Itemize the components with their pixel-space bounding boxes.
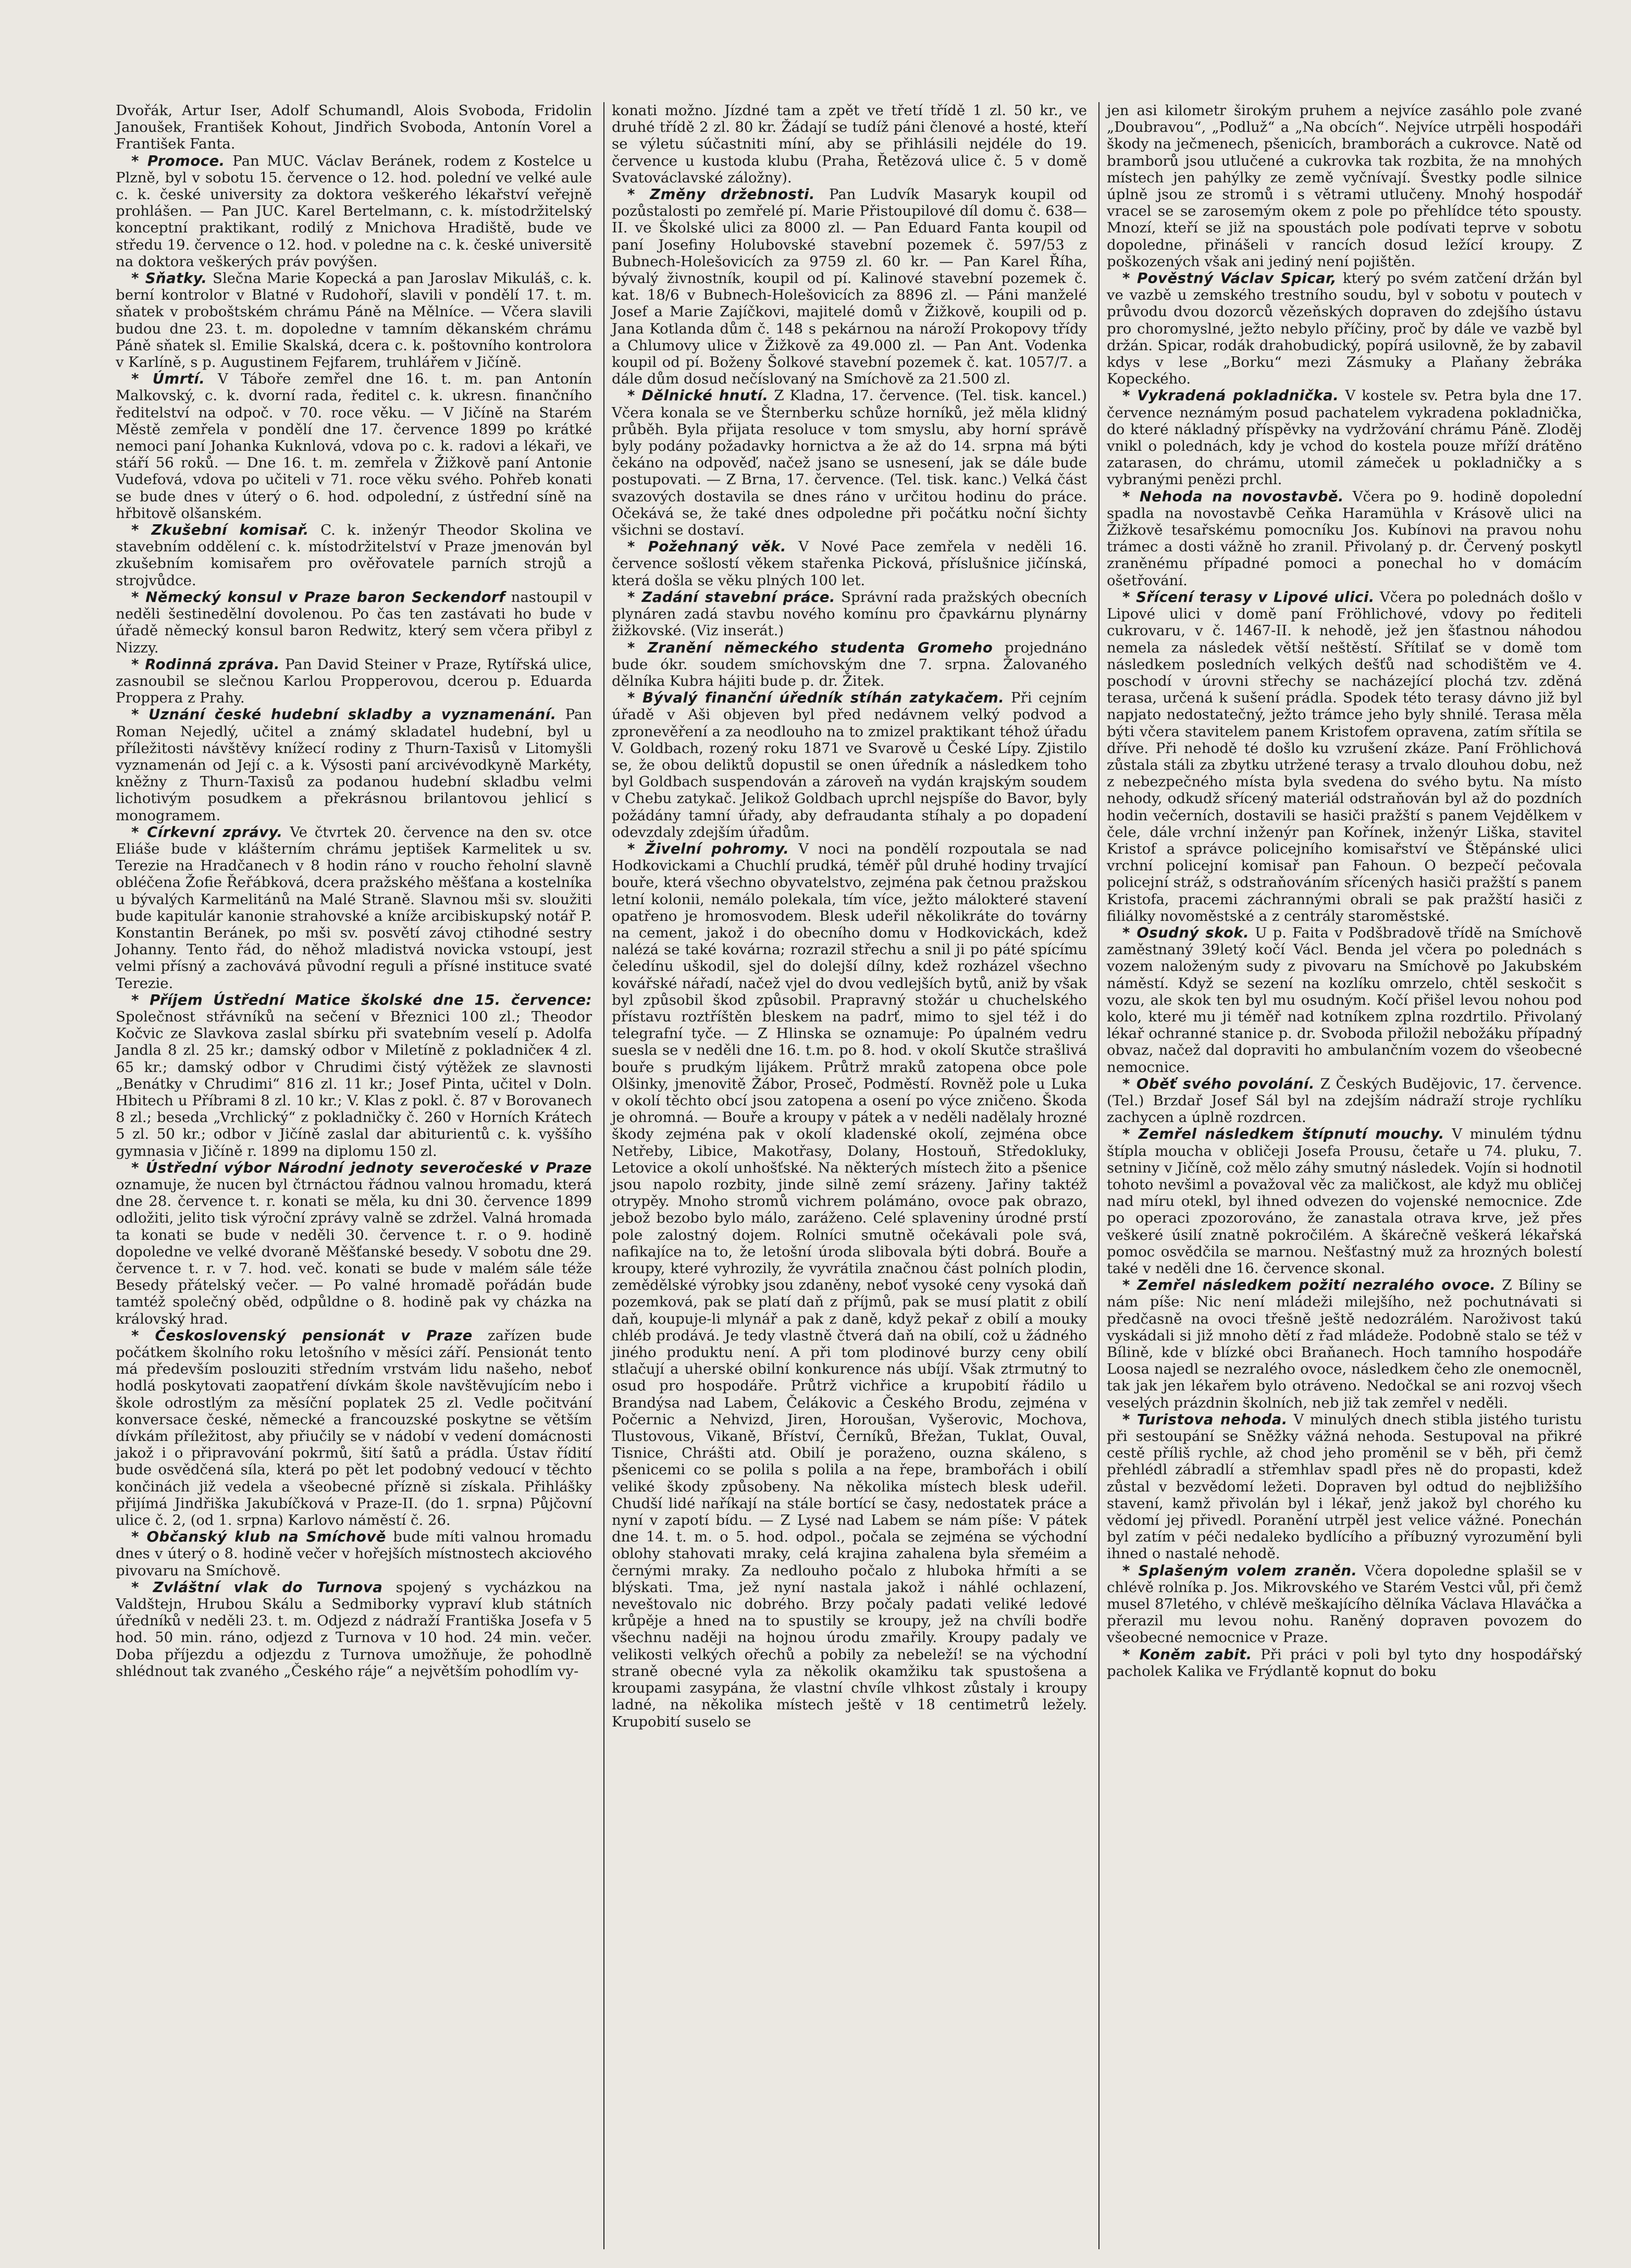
news-item-text: Z Kladna, 17. července. (Tel. tisk. kancel.) Včera konala se ve Šternberku schůze horníků, jež měla klidný průběh. Byla přijata resoluce v tom smyslu, aby horní správě byly podány požadavky hornictva a že až do 14. srpna má býti čekáno na odpověď, načež jsano se usnesení, jak se dále bude postupovati. — Z Brna, 17. července. (Tel. tisk. kanc.) Velká část svazových dostavila se dnes ráno v určitou hodinu do práce. Očekává se, že také dnes odpoledne při počátku noční šichty všichni se dostaví. (612, 387, 1088, 539)
news-item (116, 522, 592, 589)
news-item-text: V kostele sv. Petra byla dne 17. července neznámým posud pachatelem vykradena pokladnička, do které nákladný příspěvky na vydržování chrámu Páně. Zloděj vnikl o polednách, kdy je vchod do kostela pouze mříží drátěno zatarasen, do chrámu, utomil zámeček u pokladničky a s vybranými penězi prchl. (1107, 387, 1583, 488)
news-item-heading: * Rodinná zpráva. (131, 656, 280, 673)
news-item (1107, 102, 1582, 270)
news-item-text: bude míti valnou hromadu dnes v úterý o 8. hodině večer v hořejších místnostech akciového pivovaru na Smíchově. (116, 1529, 592, 1579)
news-item-heading: * Zadání stavební práce. (627, 588, 835, 606)
news-item-text: Včera po polednách došlo v Lipové ulici v domě paní Fröhlichové, vdovy po řediteli cukrovaru, v č. 1467-II. k nehodě, jež jen šťastnou náhodou nemela za následek větší neštěstí. Sřítilať se v domě tom následkem posledních velkých dešťů nad schodištěm ve 4. poschodí v úrovni střechy se nacházející plochá tzv. zděná terasa, určená k sušení prádla. Spodek této terasy dávno již byl napjato nedostatečný, ježto trámce jeho byly shnilé. Terasa měla býti včera stavitelem panem Kristofem opravena, zatím sřítila se dříve. Při nehodě té došlo ku vzrušení zkáze. Paní Fröhlichová zůstala stáli za zbytku utržené terasy a trvalo dlouhou dobu, než z nebezpečného místa byla svedena do svého bytu. Na místo nehody, odkudž sřícený materiál odstraňován byl až do pozdních hodin večerních, dostavili se hasiči pražští s panem Vejdělkem v čele, dále vrchní inženýr pan Kořínek, inženýr Liška, stavitel Kristof a správce policejního komisařství ve Štěpánské ulici vrchní policejní komisař pan Fahoun. O bezpečí pečovala policejní stráž, s odstraňováním sřícených hasiči pražští s panem Kristofa, pracemi záchrannými obrali se pak pražští hasiči z filiálky novoměstské a z centrály staroměstské. (1107, 588, 1582, 925)
news-item (116, 1160, 592, 1327)
news-item-heading: * Živelní pohromy. (627, 840, 789, 857)
news-item (116, 270, 592, 371)
news-item (612, 387, 1087, 538)
news-item-heading: * Vykradená pokladnička. (1122, 387, 1339, 404)
news-item-heading: * Zvláštní vlak do Turnova (131, 1579, 383, 1596)
news-item (116, 1327, 592, 1529)
column-3 (1098, 102, 1593, 2249)
news-item (116, 992, 592, 1160)
news-item (116, 824, 592, 992)
news-item (612, 186, 1087, 387)
news-item-heading: * Zemřel následkem požití nezralého ovoce. (1122, 1277, 1496, 1294)
news-item-text: Slečna Marie Kopecká a pan Jaroslav Mikuláš, c. k. berní kontrolor v Blatné v Rudohoří, slavili v pondělí 17. t. m. sňatek v proboštském chrámu Páně na Mělníce. — Včera slavili budou dne 23. t. m. dopoledne v tamním děkanském chrámu Páně sňatek sl. Emilie Skalská, dcera c. k. poštovního kontrolora v Karlíně, s p. Augustinem Fejfarem, truhlářem v Jičíně. (116, 270, 592, 371)
news-item-heading: * Úmrtí. (131, 371, 205, 388)
news-item-heading: * Sňatky. (131, 270, 207, 287)
news-item (612, 589, 1087, 639)
news-item-heading: * Bývalý finanční úředník stíhán zatykačem. (627, 689, 1005, 707)
news-item-text: Ve čtvrtek 20. července na den sv. otce Eliáše bude v klášterním chrámu jeptišek Karmelitek u sv. Terezie na Hradčanech v 8 hodin ráno v roucho řeholní slavně obléčena Žofie Řeřábková, dcera pražského měšťana a kostelníka u bývalých Karmelitánů na Malé Straně. Slavnou mši sv. sloužiti bude kapitulár kanonie strahovské a kníže arcibiskupský notář P. Konstantin Beránek, po mši sv. posvětí závoj ctihodné sestry Johanny. Tento řád, do něhož mladistvá novicka vstoupí, jest velmi přísný a zachovává původní reguli a přísné instituce svaté Terezie. (116, 823, 592, 992)
news-item-heading: * Ústřední výbor Národní jednoty severočeské v Praze (131, 1159, 592, 1176)
column-2 (603, 102, 1098, 2249)
news-item-heading: * Požehnaný věk. (627, 538, 786, 556)
news-item (1107, 1562, 1582, 1646)
news-item-text: Dvořák, Artur Iser, Adolf Schumandl, Alois Svoboda, Fridolin Janoušek, František Kohout, Jindřich Svoboda, Antonín Vorel a František Fanta. (116, 102, 592, 153)
news-item-heading: * Zkušební komisař. (131, 522, 309, 539)
news-item (116, 589, 592, 656)
news-item (612, 841, 1087, 1730)
news-item-text: V Táboře zemřel dne 16. t. m. pan Antonín Malkovský, c. k. dvorní rada, ředitel c. k. ukresn. finančního ředitelství na odpoč. v 70. roce věku. — V Jičíně na Starém Městě zemřela v pondělí dne 17. července 1899 po krátké nemoci paní Johanka Kuknlová, vdova po c. k. radovi a lékaři, ve stáří 56 roků. — Dne 16. t. m. zemřela v Žižkově paní Antonie Vudefová, vdova po učiteli v 71. roce věku svého. Pohřeb konati se bude dnes v úterý o 6. hod. odpolední, z ústřední síně na hřbitově olšanském. (116, 371, 592, 522)
news-item (116, 371, 592, 522)
news-item-heading: * Německý konsul v Praze baron Seckendorf (131, 588, 505, 606)
news-item-text: Pan Ludvík Masaryk koupil od pozůstalosti po zemřelé pí. Marie Přistoupilové díl domu č. 638—II. ve Školské ulici za 8000 zl. — Pan Eduard Fanta koupil od paní Josefiny Holubovské stavební pozemek č. 597/53 z Bubnech-Holešovicích za 9759 zl. 60 kr. — Pan Karel Říha, bývalý živnostník, koupil od pí. Kalinové stavební pozemek č. kat. 18/6 v Bubnech-Holešovicích za 8896 zl. — Páni manželé Josef a Marie Zajíčkovi, majitelé domů v Žižkově, koupili od p. Jana Kotlanda dům č. 148 s pekárnou na nároží Prokopovy třídy a Chlumovy ulice v Žižkově za 49.000 zl. — Pan Ant. Vodenka koupil od pí. Boženy Šolkové stavební pozemek č. kat. 1057/7. a dále dům dosud nečíslovaný na Smíchově za 21.500 zl. (612, 186, 1087, 388)
news-item-text: U p. Faita v Podšbradově třídě na Smíchově zaměstnaný 39letý kočí Václ. Benda jel včera po polednách s vozem naloženým sudy z pivovaru na Smíchově po Jakubském náměstí. Když se sezení na kozlíku omrzelo, chtěl seskočit s vozu, ale skok ten byl mu osudným. Kočí přišel levou nohou pod kolo, které mu ji téměř nad kotníkem zplna rozdrtilo. Přivolaný lékař ochranné stanice p. dr. Svoboda přiložil nebožáku případný obvaz, načež dal dopraviti ho ambulančním vozem do všeobecné nemocnice. (1107, 924, 1582, 1076)
news-item-text: Včera dopoledne splašil se v chlévě rolníka p. Jos. Mikrovského ve Starém Vestci vůl, při čemž musel 87letého, v chlévě meškajícího dělníka Václava Hlaváčka a přerazil mu levou nohu. Raněný dopraven povozem do všeobecné nemocnice v Praze. (1107, 1562, 1582, 1646)
news-item-text: konati možno. Jízdné tam a zpět ve třetí třídě 1 zl. 50 kr., ve druhé třídě 2 zl. 80 kr. Žádají se tudíž páni členové a hosté, kteří se výletu súčastniti míní, aby se přihlásili nejdéle do 19. července u kustoda klubu (Praha, Řetězová ulice č. 5 v domě Svatováclavské záložny). (612, 102, 1087, 186)
news-item-text: V noci na pondělí rozpoutala se nad Hodkovickami a Chuchlí prudká, téměř půl druhé hodiny trvající bouře, která všechno obyvatelstvo, zejména pak četnou pražskou letní kolonii, nemálo polekala, tím více, ježto málokteré stavení opatřeno je hromosvodem. Blesk udeřil několikráte do továrny na cement, jakož i do obecního domu v Hodkovickách, kdež nalézá se také kovárna; rozrazil střechu a snil ji po páté spícímu čeledínu uškodil, sjel do dolejší dílny, kdež rozházel všechno kovářské nářadí, načež vjel do dvou vedlejších bytů, aniž by však byl způsobil škod způsobil. Prapravný stožár u chuchelského přístavu roztříštěn bleskem na padrť, mimo to sjel též i do telegrafní tyče. — Z Hlinska se oznamuje: Po úpalném vedru suesla se v neděli dne 16. t.m. po 8. hod. v okolí Skutče strašlivá bouře s prudkým lijákem. Průtrž mraků zatopena obce pole Olšinky, jmenovitě Žábor, Proseč, Podměstí. Rovněž pole u Luka v okolí těchto obcí jsou zatopena a osení po výce zničeno. Škoda je ohromná. — Bouře a kroupy v pátek a v neděli nadělaly hrozné škody zejména pak v okolí kladenské okolí, zejména obce Netřeby, Libice, Makotřasy, Dolany, Hostouň, Středokluky, Letovice a okolí unhošťské. Na některých místech žito a pšenice jsou napolo rozbity, jinde silně zemí srázeny. Jařiny taktéž otrypěy. Mnoho stromů vichrem polámáno, ovoce pak obrazo, jebož bezobo bylo málo, zaráženo. Celé splaveniny úrodné prstí pole zalostný dojem. Rolníci smutně očekávali pole svá, nafikajíce na to, že letošní úroda slibovala býti dobrá. Bouře a kroupy, které vyhrozily, že vyvrátila značnou část polních plodin, zemědělské výrobky jsou zdaněny, neboť vysoké ceny vysoká daň pozemková, pak se platí daň z příjmů, pak se musí platit z obilí daň, koupuje-li mlynář a pak z daně, když pekař z obilí a mouky chléb prodává. Je tedy vlastně čtverá daň na obilí, což u žádného jiného produktu není. A při tom plodinové burzy ceny obilí stlačují a uherské obilní konkurence nás ubíjí. Však ztrmutný to osud pro hospodáře. Průtrž vichřice a krupobití řádilo u Brandýsa nad Labem, Čelákovic a Českého Brodu, zejména v Počernic a Nehvizd, Jiren, Horoušan, Vyšerovic, Mochova, Tlustovous, Vikaně, Bříství, Černíků, Břežan, Tuklat, Ouval, Tisnice, Chrášti atd. Obilí je poraženo, ouzna skáleno, s pšenicemi co se polila s polila a na řepe, brambořách i obilí veliké škody způsobeny. Na několika místech blesk udeřil. Chudší lidé naříkají na stále bortící se časy, nedostatek práce a nyní v zapotí bídu. — Z Lysé nad Labem se nám píše: V pátek dne 14. t. m. o 5. hod. odpol., počala se zejména se východní oblohy stahovati mraky, celá krajina zahalena byla sřeméim a černými mraky. Za nedlouho počalo z hluboka hřmíti a se blýskati. Tma, jež nyní nastala jakož i náhlé ochlazení, neveštovalo nic dobrého. Brzy počaly padati veliké ledové krůpěje a hned na to spustily se kroupy, jež na chvíli bodře všechnu naději na hojnou úrodu zmařily. Kroupy padaly ve velikosti velkých ořechů a pobily za nebeleží! se na východní straně obecné vyla za několik okamžiku tak spustošena a kroupami zasypána, že vlastní chvíle vlhkost zůstaly i kroupy ladné, na několika místech ještě v 18 centimetrů ležely. Krupobití suselo se (612, 840, 1088, 1730)
news-item-text: Pan David Steiner v Praze, Rytířská ulice, zasnoubil se slečnou Karlou Propperovou, dcerou p. Eduarda Proppera z Prahy. (116, 656, 592, 707)
news-item-heading: * Dělnické hnutí. (627, 387, 769, 404)
news-item (1107, 270, 1582, 387)
news-item-text: Při cejním úřadě v Aši objeven byl před nedávnem velký podvod a zpronevěření a za neodlouho na to zmizel praktikant téhož úřadu V. Goldbach, rozený roku 1871 ve Svarově u České Lípy. Zjistilo se, že obou deliktů dopustil se onen úředník a následkem toho byl Goldbach suspendován a zároveň na vydán krajským soudem v Chebu zatykač. Jelikož Goldbach uprchl nejspíše do Bavor, byly požádány tamní úřady, aby defraudanta stíhaly a po dopadení odevzdaly zdejším úřadům. (612, 689, 1087, 841)
news-item (1107, 589, 1582, 925)
news-item-text: spojený s vycházkou na Valdštejn, Hrubou Skálu a Sedmiborky vypraví klub státních úředníků v neděli 23. t. m. Odjezd z nádraží Františka Josefa v 5 hod. 50 min. ráno, odjezd z Turnova v 10 hod. 24 min. večer. Doba příjezdu a odjezdu z Turnova umožňuje, že pohodlně shlédnout tak zvaného „Českého ráje“ a největším pohodlím vy- (116, 1579, 592, 1680)
news-item-text: nastoupil v neděli šestinedělní dovolenou. Po čas ten zastávati ho bude v úřadě německý konsul baron Redwitz, který sem včera přibyl z Nizzy. (116, 588, 592, 656)
news-item-text: Při práci v poli byl tyto dny hospodářský pacholek Kalika ve Frýdlantě kopnut do boku (1107, 1646, 1582, 1680)
news-item-text: Pan MUC. Václav Beránek, rodem z Kostelce u Plzně, byl v sobotu 15. července o 12. hod. polední ve velké aule c. k. české university za doktora veškerého lékařství veřejně prohlášen. — Pan JUC. Karel Bertelmann, c. k. místodržitelský konceptní praktikant, rodilý z Mnichova Hradiště, bude ve středu 19. července o 12. hod. v poledne na c. k. české universitě na doktora veškerých práv povýšen. (116, 152, 592, 270)
news-item (116, 153, 592, 270)
news-item-heading: * Nehoda na novostavbě. (1122, 488, 1344, 505)
news-item-heading: * Církevní zprávy. (131, 823, 283, 841)
news-item-heading: * Občanský klub na Smíchově (131, 1529, 386, 1546)
news-item-text: oznamuje, že nucen byl čtrnáctou řádnou valnou hromadu, která dne 28. července t. r. konati se měla, ku dni 30. července 1899 odložiti, jelito tisk výroční zprávy valně se zdržel. Valná hromada ta konati se bude v neděli 30. července t. r. o 9. hodině dopoledne ve velké dvoraně Měšťanské besedy. V sobotu dne 29. července t. r. v 7. hod. več. konati se bude v malém sále téže Besedy přátelský večer. — Po valné hromadě pořádán bude tamtéž společný oběd, odpůldne o 8. hodině pak vy cházka na královský hrad. (116, 1176, 592, 1327)
news-item (1107, 925, 1582, 1076)
news-item-text: Z Českých Budějovic, 17. července. (Tel.) Brzdař Josef Sál byl na zdejším nádraží stroje rychlíku zachycen a úplně rozdrcen. (1107, 1075, 1583, 1126)
text-columns (108, 102, 1593, 2249)
news-item-text: projednáno bude ókr. soudem smíchovským dne 7. srpna. Žalovaného dělníka Kubra hájiti bude p. dr. Žitek. (612, 639, 1087, 689)
news-item-text: Z Bíliny se nám píše: Nic není mládeži milejšího, než pochutnávati si předčasně na ovoci třešně ještě nedozrálém. Naroživost takú vyskádali si již mnoho dětí z řad mládeže. Podobně stalo se též v Bílině, kde v blízké obci Braňanech. Hoch tamního hospodáře Loosa najedl se nezralého ovoce, následkem čeho zle onemocněl, tak jak jen lékařem bylo otráveno. Nedočkal se ani rozvoj všech veselých prázdnin školních, neb již tak zemřel v neděli. (1107, 1277, 1582, 1411)
column-1 (108, 102, 603, 2249)
news-item (116, 1529, 592, 1579)
news-item-heading: * Promoce. (131, 152, 225, 169)
news-item-heading: * Pověstný Václav Spicar, (1122, 270, 1337, 287)
news-item-heading: * Československý pensionát v Praze (131, 1327, 473, 1344)
news-item (1107, 387, 1582, 488)
news-item-text: V Nové Pace zemřela v neděli 16. července sošlostí věkem stařenka Picková, příslušnice jičínská, která došla se věku plných 100 let. (612, 538, 1087, 589)
news-item-text: zařízen bude počátkem školního roku letošního v měsíci září. Pensionát tento má především poslouziti středním vrstvám lidu našeho, neboť hodlá poskytovati zaopatření dívkám škole navštěvujícím nebo i škole odrostlým za měsíční poplatek 25 zl. Vedle počitvání konversace české, německé a francouzské poskytne se větším dívkám příležitost, aby přiučily se v nádobí v vedení domácnosti jakož i o připravování pokrmů, šití šatů a prádla. Ústav řídití bude osvědčená síla, která po pět let podobný vedoucí v těchto končinách již vedela a všeobecné přízně si získala. Přihlášky přijímá Jindřiška Jakubíčková v Praze-II. (do 1. srpna) Půjčovní ulice č. 2, (od 1. srpna) Karlovo náměstí č. 26. (116, 1327, 592, 1529)
news-item-text: Včera po 9. hodině dopolední spadla na novostavbě Ceňka Haramühla v Krásově ulici na Žižkově tesařskému pomocníku Jos. Kubínovi na pravou nohu trámec a dosti vážně ho zranil. Přivolaný p. dr. Červený poskytl zraněnému případné pomoci a ponechal ho v domácím ošetřování. (1107, 488, 1583, 589)
news-item (1107, 488, 1582, 589)
news-item-heading: * Turistova nehoda. (1122, 1411, 1288, 1428)
news-item (116, 656, 592, 707)
news-item (612, 639, 1087, 690)
news-item-text: který po svém zatčení držán byl ve vazbě u zemského trestního soudu, byl v sobotu v poutech v průvodu dvou dozorců vězeňských dopraven do zdejšího ústavu pro choromyslné, ježto nebylo příčiny, proč by dále ve vazbě byl držán. Spicar, rodák drahobudický, popírá usilovně, že by zabavil kdys v lese „Borku“ mezi Zásmuky a Plaňany žebráka Kopeckého. (1107, 270, 1583, 388)
news-item (612, 689, 1087, 841)
news-item (1107, 1411, 1582, 1562)
news-item-text: jen asi kilometr širokým pruhem a nejvíce zasáhlo pole zvané „Doubravou“, „Podluž“ a „Na obcích“. Nejvíce utrpěli hospodáři škody na ječmenech, pšenicích, bramborách a cukrovce. Natě od bramborů jsou utlučené a cukrovka tak rozbita, že na mnohých místech jen pahýlky ze země vyčnívají. Švestky podle silnice úplně jsou ze stromů i s větrami utlučeny. Mnohý hospodář vracel se se zarosemým okem z pole po přehlídce této spousty. Mnozí, kteří se již na spoustách pole podívati teprve v sobotu dopoledne, přinášeli v rancích dosud ležící kroupy. Z poškozených však ani jediný není pojištěn. (1107, 102, 1582, 270)
news-item (1107, 1076, 1582, 1126)
news-item-heading: * Změny držebnosti. (627, 186, 815, 203)
news-item-text: V minulém týdnu štípla moucha v obličeji Josefa Prousu, četaře u 74. pluku, 7. setniny v Jičíně, což mělo záhy smutný následek. Vojín si hodnotil tohoto nevšiml a považoval věc za maličkost, ale když mu obličej nad míru otekl, byl ihned odvezen do vojenské nemocnice. Zde po operaci zpozorováno, že zanastala otrava krve, jež přes veškeré úsilí znatně pokročilém. A škárečně veškerá lékařská pomoc osvědčila se marnou. Nešťastný muž za hrozných bolestí také v neděli dne 16. července skonal. (1107, 1126, 1582, 1277)
news-item (612, 102, 1087, 186)
news-item-heading: * Sřícení terasy v Lipové ulici. (1122, 588, 1375, 606)
news-item-heading: * Zemřel následkem štípnutí mouchy. (1122, 1126, 1444, 1143)
news-item-heading: * Osudný skok. (1122, 924, 1250, 941)
news-item (116, 1579, 592, 1680)
news-item-text: Společnost střávníků na sečení v Březnici 100 zl.; Theodor Kočvic ze Slavkova zaslal sbírku při svatebním veselí p. Adolfa Jandla 8 zl. 25 kr.; damský odbor v Miletíně z pokladničeк 4 zl. 65 kr.; damský odbor v Chrudimi čistý výtěžek ze slavnosti „Benátky v Chrudimi“ 816 zl. 11 kr.; Josef Pinta, učitel v Doln. Hbitech u Příbrami 8 zl. 10 kr.; V. Klas z pokl. č. 87 v Borovanech 8 zl.; beseda „Vrchlický“ z pokladničky č. 260 v Horních Krátech 5 zl. 50 kr.; odbor v Jičíně zaslal dar abiturientů c. k. vyššího gymnasia v Jičíně r. 1899 na diplomu 150 zl. (116, 1008, 592, 1160)
news-item (116, 102, 592, 153)
news-item (116, 706, 592, 823)
news-item-text: V minulých dnech stibla jistého turistu při sestoupání se Sněžky vážná nehoda. Sestupoval na přikré cestě příliš rychle, až chod jeho proměnil se v běh, při čemž přehlédl zábradlí a střemhlav spadl přes ně do propasti, kdež zůstal v bezvědomí ležeti. Dopraven byl odtud do nejbližšího stavení, kamž přivolán byl i lékař, jenž jakož byl chorého ku vědomí jej přivedl. Poranění utrpěl jest velice vážné. Ponechán byl zatím v péči nedaleko bydlícího a příbuzný vyrozumění byli ihned o nastalé nehodě. (1107, 1411, 1582, 1562)
news-item-heading: * Zranění německého studenta Gromeho (627, 639, 993, 656)
news-item-heading: * Uznání české hudební skladby a vyznamenání. (131, 706, 557, 723)
news-item-text: C. k. inženýr Theodor Skolina ve stavebním oddělení c. k. místodržitelství v Praze jmenován byl zkušebním komisařem pro ověřovatele parních strojů a strojvůdce. (116, 522, 592, 589)
news-item (612, 538, 1087, 589)
news-item (1107, 1277, 1582, 1411)
news-item-heading: * Příjem Ústřední Matice školské dne 15. července: (131, 991, 592, 1008)
news-item (1107, 1646, 1582, 1680)
news-item-heading: * Splašeným volem zraněn. (1122, 1562, 1357, 1579)
news-item (1107, 1126, 1582, 1277)
news-item-text: Správní rada pražských obecních plynáren zadá stavbu nového komínu pro čpavkárnu plynárny žižkovské. (Viz inserát.) (612, 588, 1087, 639)
news-item-heading: * Koněm zabit. (1122, 1646, 1252, 1663)
news-item-heading: * Oběť svého povolání. (1122, 1075, 1315, 1092)
news-item-text: Pan Roman Nejedlý, učitel a známý skladatel hudební, byl u příležitosti návštěvy knížecí rodiny z Thurn-Taxisů v Litomyšli vyznamenán od Její c. a k. Výsosti paní arcivévodkyně Markéty, kněžny z Thurn-Taxisů za podanou hudební skladbu velmi lichotivým posudkem a překrásnou brilantovou jehlicí s monogramem. (116, 706, 592, 824)
